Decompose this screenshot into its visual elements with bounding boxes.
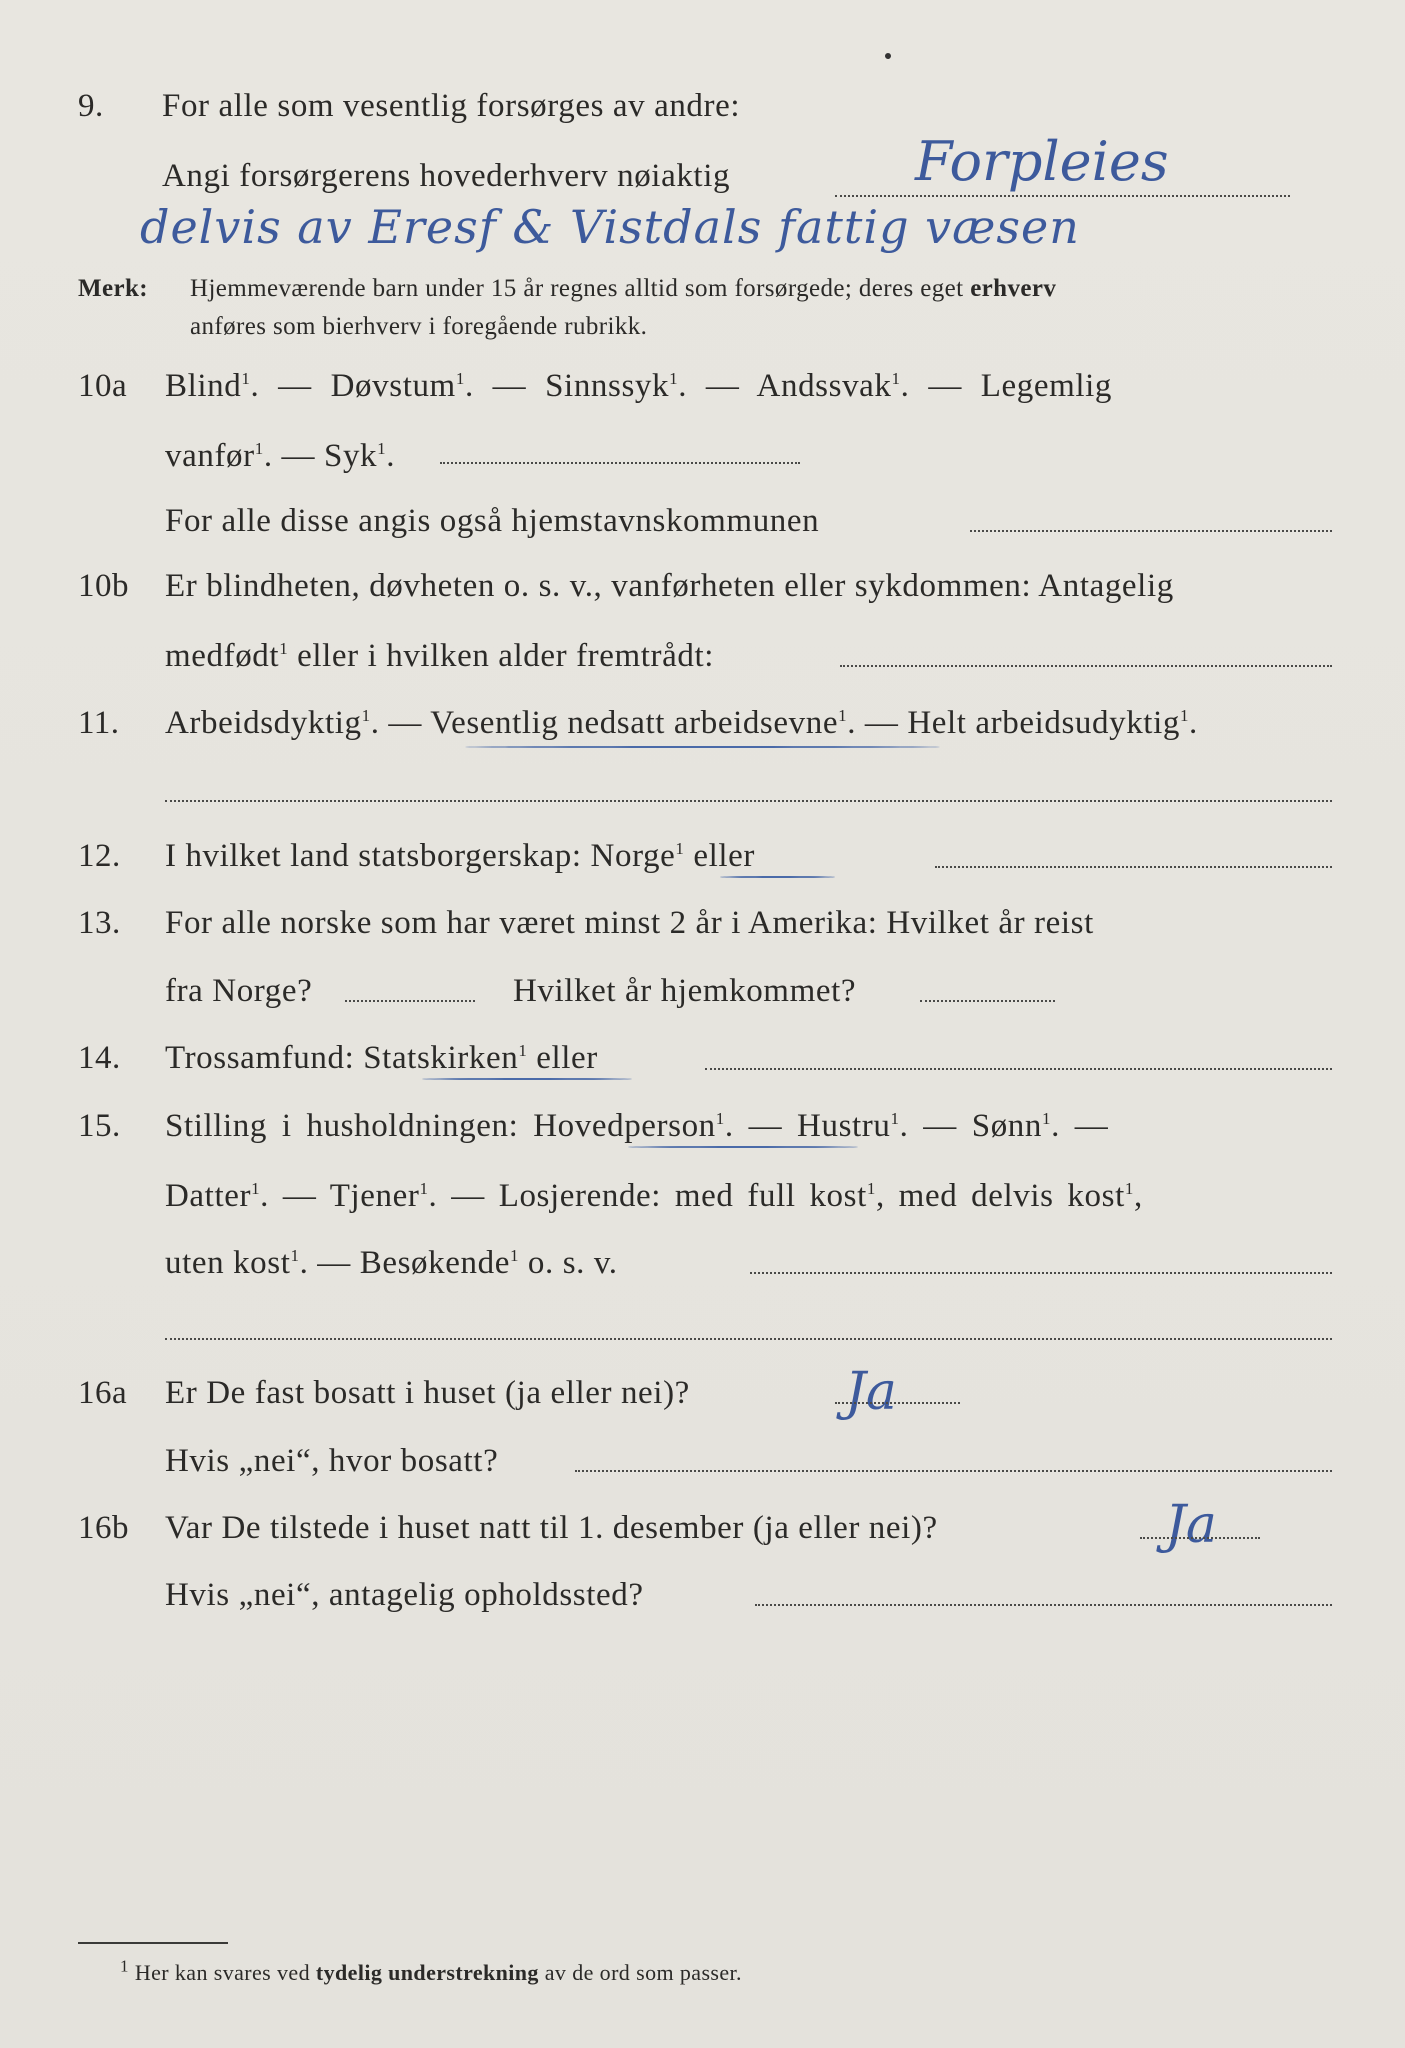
q10a-number: 10a bbox=[78, 368, 128, 404]
q14-pen-underline bbox=[422, 1078, 632, 1080]
q11-line: Arbeidsdyktig$^1$. — Vesentlig nedsatt arbeidsevne$^1$. — Helt arbeidsudyktig$^1$. bbox=[165, 705, 1198, 741]
q16a-handwritten-answer: Ja bbox=[845, 1362, 897, 1422]
q9-number: 9. bbox=[78, 88, 104, 124]
q15-line1: Stilling i husholdningen: Hovedperson$^1$. — Hustru$^1$. — Sønn$^1$. — bbox=[165, 1108, 1109, 1144]
q16a-residence-answer-line bbox=[575, 1470, 1332, 1472]
q9-line2: Angi forsørgerens hovederhverv nøiaktig bbox=[162, 158, 731, 194]
q11-answer-line bbox=[165, 800, 1332, 802]
q16b-number: 16b bbox=[78, 1510, 129, 1546]
q9-handwritten-answer2: delvis av Eresf & Vistdals fattig væsen bbox=[140, 200, 1080, 254]
q10b-number: 10b bbox=[78, 568, 129, 604]
note-line2: anføres som bierhverv i foregående rubrikk. bbox=[190, 313, 648, 340]
paper-speck bbox=[885, 53, 891, 59]
q10a-line2: vanfør$^1$. — Syk$^1$. bbox=[165, 438, 396, 474]
q11-number: 11. bbox=[78, 705, 120, 741]
q13-return-answer-line bbox=[920, 1000, 1055, 1002]
q16a-line2: Hvis „nei“, hvor bosatt? bbox=[165, 1443, 499, 1479]
q15-answer-line1 bbox=[750, 1272, 1332, 1274]
q15-pen-underline bbox=[628, 1146, 858, 1148]
note-line1: Hjemmeværende barn under 15 år regnes alltid som forsørgede; deres eget erhverv bbox=[190, 275, 1057, 302]
q10b-line1: Er blindheten, døvheten o. s. v., vanførheten eller sykdommen: Antagelig bbox=[165, 568, 1174, 604]
q9-handwritten-answer1: Forpleies bbox=[915, 130, 1169, 193]
q13-line1: For alle norske som har været minst 2 år i Amerika: Hvilket år reist bbox=[165, 905, 1094, 941]
q10b-line2: medfødt$^1$ eller i hvilken alder fremtrådt: bbox=[165, 638, 715, 674]
q15-line2: Datter$^1$. — Tjener$^1$. — Losjerende: med full kost$^1$, med delvis kost$^1$, bbox=[165, 1178, 1143, 1214]
q16b-answer-line bbox=[1140, 1537, 1260, 1539]
q12-line: I hvilket land statsborgerskap: Norge$^1$ eller bbox=[165, 838, 755, 874]
q10a-municipality-answer-line bbox=[970, 530, 1332, 532]
q16b-line1: Var De tilstede i huset natt til 1. desember (ja eller nei)? bbox=[165, 1510, 938, 1546]
q10a-line1: Blind$^1$. — Døvstum$^1$. — Sinnssyk$^1$. — Andssvak$^1$. — Legemlig bbox=[165, 368, 1113, 404]
footnote: $^1$ Her kan svares ved tydelig understrekning av de ord som passer. bbox=[120, 1956, 742, 1985]
q10a-sick-answer-line bbox=[440, 462, 800, 464]
q13-departure-answer-line bbox=[345, 1000, 475, 1002]
q15-number: 15. bbox=[78, 1108, 121, 1144]
q16b-location-answer-line bbox=[755, 1604, 1332, 1606]
q12-pen-underline bbox=[720, 876, 835, 878]
q16b-line2: Hvis „nei“, antagelig opholdssted? bbox=[165, 1577, 644, 1613]
q10b-answer-line bbox=[840, 665, 1332, 667]
q10a-line3: For alle disse angis også hjemstavnskommunen bbox=[165, 503, 820, 539]
note-label: Merk: bbox=[78, 275, 149, 302]
q16a-answer-line bbox=[835, 1402, 960, 1404]
q12-answer-line bbox=[935, 866, 1332, 868]
q16b-handwritten-answer: Ja bbox=[1165, 1495, 1217, 1555]
q13-line2b: Hvilket år hjemkommet? bbox=[513, 973, 857, 1009]
footnote-rule bbox=[78, 1942, 228, 1944]
q9-answer-line1 bbox=[835, 195, 1290, 197]
q16a-line1: Er De fast bosatt i huset (ja eller nei)? bbox=[165, 1375, 690, 1411]
q14-answer-line bbox=[705, 1068, 1332, 1070]
q16a-number: 16a bbox=[78, 1375, 128, 1411]
q13-line2a: fra Norge? bbox=[165, 973, 313, 1009]
q13-number: 13. bbox=[78, 905, 121, 941]
q11-pen-underline bbox=[465, 746, 940, 748]
q15-answer-line2 bbox=[165, 1338, 1332, 1340]
q11-underlined-choice: Vesentlig nedsatt arbeidsevne bbox=[430, 705, 839, 741]
q14-number: 14. bbox=[78, 1040, 121, 1076]
q9-line1: For alle som vesentlig forsørges av andre: bbox=[162, 88, 741, 124]
q12-number: 12. bbox=[78, 838, 121, 874]
q14-line: Trossamfund: Statskirken$^1$ eller bbox=[165, 1040, 598, 1076]
q15-line3: uten kost$^1$. — Besøkende$^1$ o. s. v. bbox=[165, 1245, 618, 1281]
